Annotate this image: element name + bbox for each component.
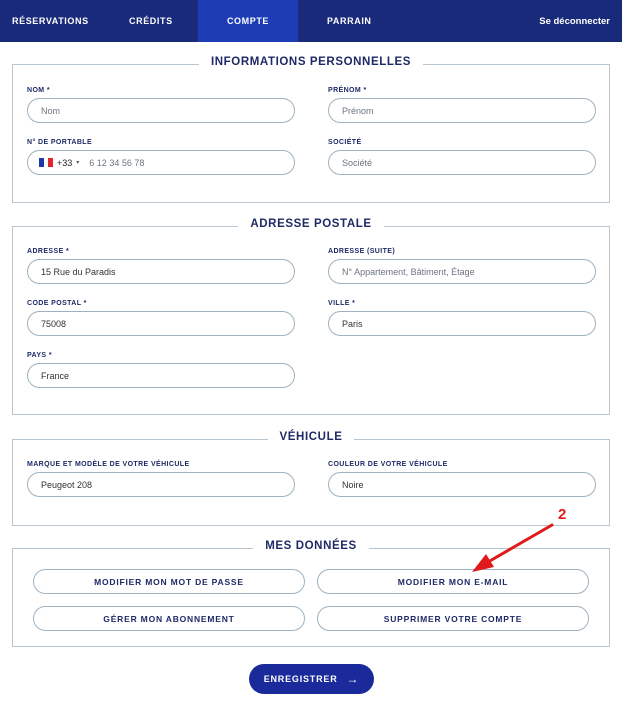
- marque-field: [27, 461, 295, 497]
- country-code[interactable]: +33: [57, 157, 73, 168]
- vehicle-section: [12, 431, 610, 526]
- nom-input[interactable]: Nom: [27, 98, 295, 123]
- nav-compte[interactable]: COMPTE: [198, 0, 298, 42]
- section-title: VÉHICULE: [268, 431, 355, 443]
- ville-label: VILLE *: [328, 300, 356, 307]
- personal-info-section: [12, 56, 610, 203]
- nom-field: [27, 87, 295, 123]
- ville-field: [328, 300, 596, 336]
- couleur-field: [328, 461, 596, 497]
- postal-address-section: [12, 218, 610, 415]
- adresse-suite-label: ADRESSE (SUITE): [328, 248, 396, 255]
- prenom-input[interactable]: Prénom: [328, 98, 596, 123]
- ville-input[interactable]: Paris: [328, 311, 596, 336]
- adresse-suite-field: [328, 248, 596, 284]
- nav-reservations[interactable]: RÉSERVATIONS: [12, 16, 89, 26]
- prenom-label: PRÉNOM *: [328, 87, 367, 94]
- save-label: ENREGISTRER: [263, 674, 338, 684]
- portable-label: N° DE PORTABLE: [27, 139, 93, 146]
- pays-field: [27, 352, 295, 388]
- change-password-button[interactable]: MODIFIER MON MOT DE PASSE: [33, 569, 305, 594]
- nav-credits[interactable]: CRÉDITS: [129, 16, 173, 26]
- portable-placeholder: 6 12 34 56 78: [89, 157, 145, 168]
- couleur-input[interactable]: Noire: [328, 472, 596, 497]
- code-postal-field: [27, 300, 295, 336]
- my-data-section: [12, 540, 610, 647]
- societe-input[interactable]: Société: [328, 150, 596, 175]
- marque-input[interactable]: Peugeot 208: [27, 472, 295, 497]
- logout-link[interactable]: Se déconnecter: [539, 15, 610, 27]
- adresse-input[interactable]: 15 Rue du Paradis: [27, 259, 295, 284]
- nom-label: NOM *: [27, 87, 50, 94]
- section-title: INFORMATIONS PERSONNELLES: [199, 56, 423, 68]
- top-nav: [0, 0, 622, 42]
- adresse-suite-input[interactable]: N° Appartement, Bâtiment, Étage: [328, 259, 596, 284]
- annotation-number: 2: [558, 506, 567, 523]
- prenom-field: [328, 87, 596, 123]
- pays-label: PAYS *: [27, 352, 52, 359]
- section-title: ADRESSE POSTALE: [238, 218, 383, 230]
- couleur-label: COULEUR DE VOTRE VÉHICULE: [328, 461, 448, 468]
- nav-parrain[interactable]: PARRAIN: [327, 16, 372, 26]
- code-postal-label: CODE POSTAL *: [27, 300, 87, 307]
- delete-account-button[interactable]: SUPPRIMER VOTRE COMPTE: [317, 606, 589, 631]
- societe-field: [328, 139, 596, 175]
- france-flag-icon[interactable]: [39, 158, 53, 167]
- adresse-label: ADRESSE *: [27, 248, 70, 255]
- portable-field: [27, 139, 295, 175]
- arrow-right-icon: →: [346, 672, 360, 686]
- save-button[interactable]: [249, 664, 374, 694]
- section-title: MES DONNÉES: [253, 540, 369, 552]
- chevron-down-icon[interactable]: ▾: [76, 160, 80, 166]
- marque-label: MARQUE ET MODÈLE DE VOTRE VÉHICULE: [27, 461, 190, 468]
- portable-input[interactable]: [27, 150, 295, 175]
- change-email-button[interactable]: MODIFIER MON E-MAIL: [317, 569, 589, 594]
- pays-input[interactable]: France: [27, 363, 295, 388]
- code-postal-input[interactable]: 75008: [27, 311, 295, 336]
- societe-label: SOCIÉTÉ: [328, 139, 362, 146]
- manage-subscription-button[interactable]: GÉRER MON ABONNEMENT: [33, 606, 305, 631]
- adresse-field: [27, 248, 295, 284]
